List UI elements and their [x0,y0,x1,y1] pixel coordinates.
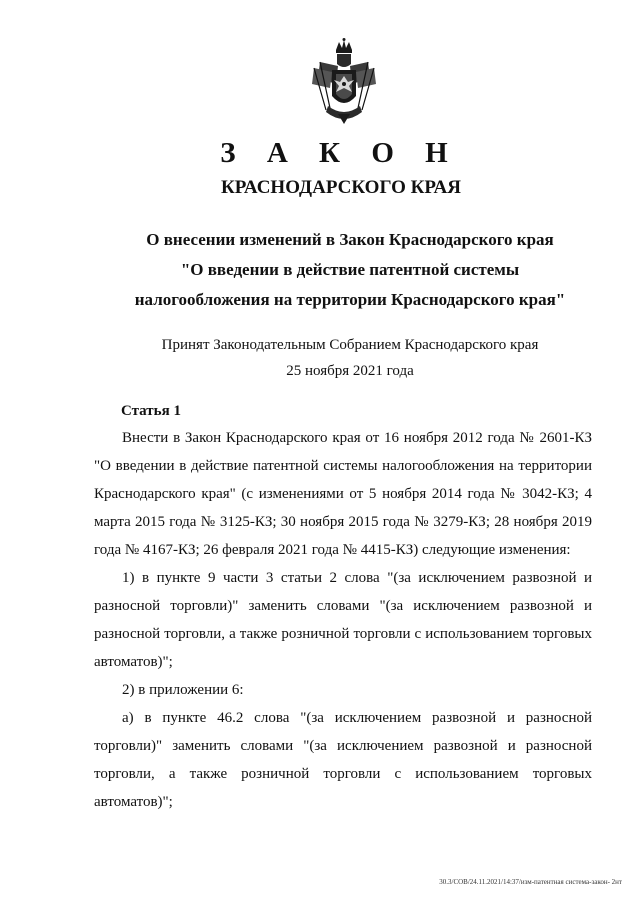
footer-code: 30.3/СОВ/24.11.2021/14:37/изм-патентная система-закон- 2нт [439,878,622,886]
adoption-body: Принят Законодательным Собранием Краснодарского края [161,337,539,353]
document-type-heading: З А К О Н [220,137,460,169]
article-paragraph: а) в пункте 46.2 слова "(за исключением развозной и разносной торговли)" заменить словами "(за исключением развозной и разносной торговли, а также розничной торговли с использованием торговых автоматов)"; [94,710,592,810]
adoption-info [60,332,640,384]
article-paragraph: 1) в пункте 9 части 3 статьи 2 слова "(за исключением развозной и разносной торговли)" заменить словами "(за исключением развозной и разносной торговли, а также розничной торговли с использованием торговых автоматов)"; [94,570,592,670]
law-title [70,225,630,315]
adoption-date: 25 ноября 2021 года [286,363,414,379]
law-title-line: "О введении в действие патентной системы [180,260,520,279]
law-title-line: О внесении изменений в Закон Краснодарского края [146,230,554,249]
article-heading: Статья 1 [121,403,181,419]
krasnodar-coat-of-arms-icon [308,38,380,128]
law-title-line: налогообложения на территории Краснодарского края" [134,290,566,309]
article-paragraph: Внести в Закон Краснодарского края от 16 ноября 2012 года № 2601-КЗ "О введении в действие патентной системы налогообложения на территории Краснодарского края" (с изменениями от 5 ноября 2014 года № 3042-КЗ; 4 марта 2015 года № 3125-КЗ; 30 ноября 2015 года № 3279-КЗ; 28 ноября 2019 года № 4167-КЗ; 26 февраля 2021 года № 4415-КЗ) следующие изменения: [94,430,592,558]
article-paragraph: 2) в приложении 6: [122,682,244,698]
region-heading: КРАСНОДАРСКОГО КРАЯ [220,177,462,198]
article-body [94,424,592,816]
